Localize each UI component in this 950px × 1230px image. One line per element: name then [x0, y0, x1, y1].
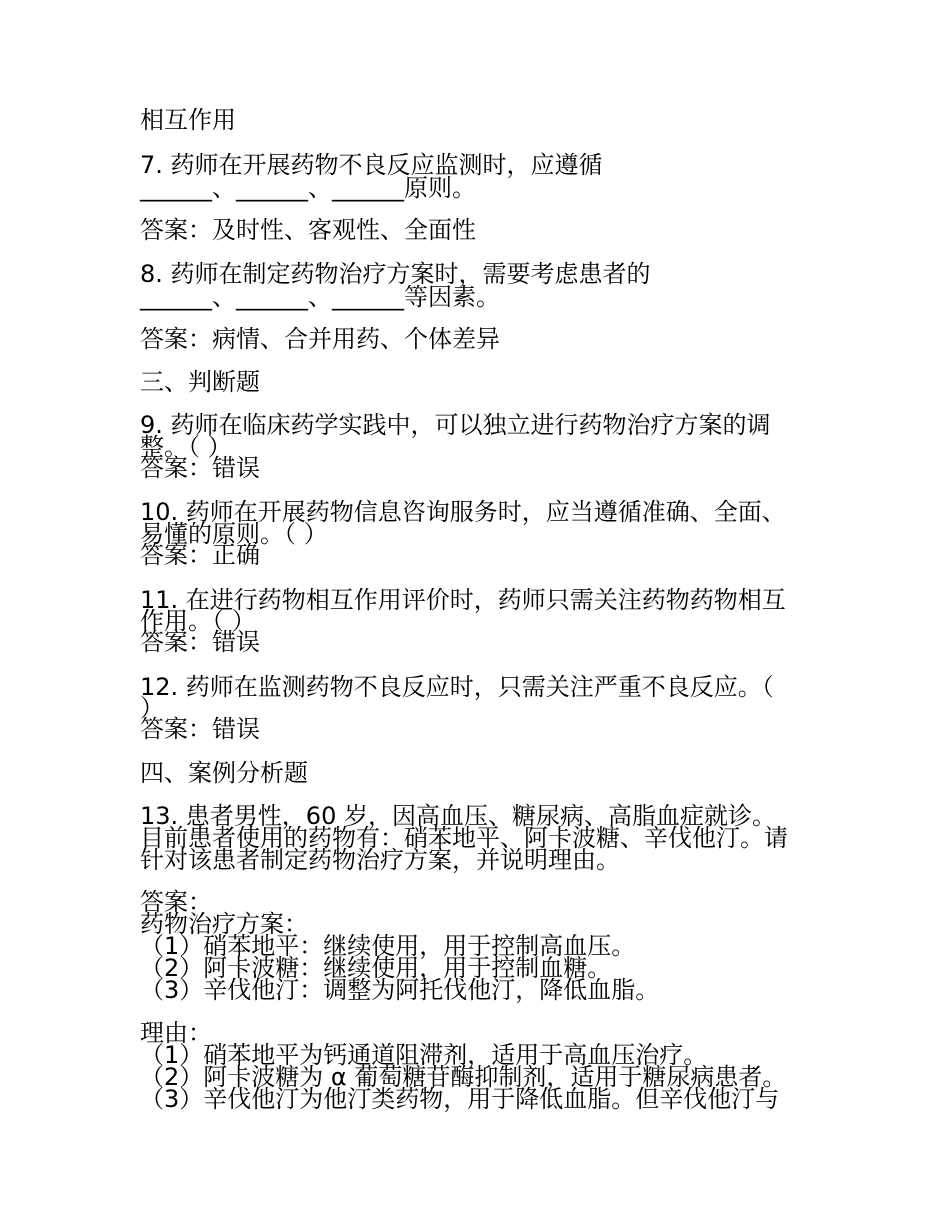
question-9-cont: 整。（ ） [140, 433, 232, 461]
answer-12: 答案：错误 [140, 715, 260, 743]
section-heading-judgement: 三、判断题 [140, 368, 260, 396]
plan-item-2: （2）阿卡波糖：继续使用，用于控制血糖。 [140, 954, 612, 982]
reason-item-1: （1）硝苯地平为钙通道阻滞剂，适用于高血压治疗。 [140, 1041, 708, 1069]
question-12-cont: ） [140, 694, 164, 722]
reason-label: 理由： [140, 1019, 212, 1047]
question-7: 7. 药师在开展药物不良反应监测时，应遵循 [140, 151, 603, 179]
section-heading-case: 四、案例分析题 [140, 759, 308, 787]
answer-11: 答案：错误 [140, 628, 260, 656]
answer-8: 答案：病情、合并用药、个体差异 [140, 325, 500, 353]
question-9: 9. 药师在临床药学实践中，可以独立进行药物治疗方案的调 [140, 411, 771, 439]
treatment-plan-label: 药物治疗方案： [140, 910, 308, 938]
question-13: 13. 患者男性，60 岁，因高血压、糖尿病、高脂血症就诊。 [140, 802, 776, 830]
plan-item-1: （1）硝苯地平：继续使用，用于控制高血压。 [140, 932, 636, 960]
question-13-line2: 目前患者使用的药物有：硝苯地平、阿卡波糖、辛伐他汀。请 [140, 824, 788, 852]
reason-item-2: （2）阿卡波糖为 α 葡萄糖苷酶抑制剂，适用于糖尿病患者。 [140, 1063, 787, 1091]
answer-9: 答案：错误 [140, 454, 260, 482]
question-11-cont: 作用。（ ） [140, 607, 256, 635]
reason-item-3: （3）辛伐他汀为他汀类药物，用于降低血脂。但辛伐他汀与 [140, 1085, 780, 1113]
answer-10: 答案：正确 [140, 541, 260, 569]
question-10: 10. 药师在开展药物信息咨询服务时，应当遵循准确、全面、 [140, 498, 786, 526]
plan-item-3: （3）辛伐他汀：调整为阿托伐他汀，降低血脂。 [140, 976, 660, 1004]
question-8-blanks: ______、______、______等因素。 [140, 283, 500, 311]
question-12: 12. 药师在监测药物不良反应时，只需关注严重不良反应。（ [140, 673, 774, 701]
question-11: 11. 在进行药物相互作用评价时，药师只需关注药物药物相互 [140, 586, 786, 614]
text-line: 相互作用 [140, 106, 236, 134]
answer-13-label: 答案： [140, 888, 212, 916]
question-10-cont: 易懂的原则。（ ） [140, 520, 328, 548]
question-7-blanks: ______、______、______原则。 [140, 174, 476, 202]
answer-7: 答案：及时性、客观性、全面性 [140, 216, 476, 244]
question-8: 8. 药师在制定药物治疗方案时，需要考虑患者的 [140, 260, 651, 288]
question-13-line3: 针对该患者制定药物治疗方案，并说明理由。 [140, 846, 620, 874]
